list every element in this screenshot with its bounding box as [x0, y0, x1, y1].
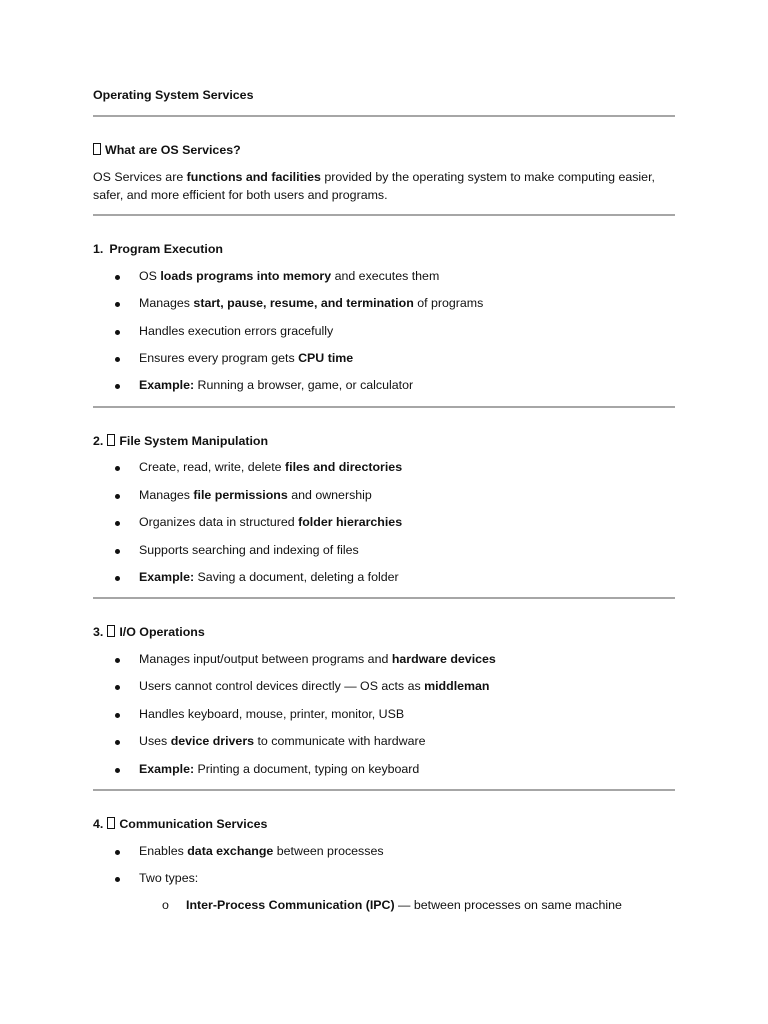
- text-run: Users cannot control devices directly — OS acts as: [139, 679, 425, 693]
- text-run-bold: loads programs into memory: [160, 269, 332, 283]
- missing-glyph-icon: [93, 143, 101, 155]
- text-run-bold: folder hierarchies: [298, 515, 403, 529]
- section-heading-communication: [93, 817, 267, 831]
- text-run: Ensures every program gets: [139, 351, 299, 365]
- sub-bullet-marker: o: [162, 898, 169, 912]
- list-item: [93, 543, 675, 561]
- bullet-icon: [115, 521, 120, 526]
- missing-glyph-icon: [107, 625, 115, 637]
- list-item: [93, 351, 675, 369]
- section-number: 4.: [93, 817, 104, 831]
- intro-heading: [93, 143, 241, 157]
- bullet-icon: [115, 850, 120, 855]
- text-run-bold: Inter-Process Communication (IPC): [186, 898, 395, 912]
- text-run-bold: CPU time: [298, 351, 354, 365]
- section-heading-io-operations: [93, 625, 205, 639]
- text-run-bold: Example:: [139, 378, 195, 392]
- text-run: — between processes on same machine: [394, 898, 622, 912]
- text-run: Handles keyboard, mouse, printer, monitor, USB: [139, 707, 405, 721]
- list-item: [93, 296, 675, 314]
- missing-glyph-icon: [107, 434, 115, 446]
- section-heading-file-system: [93, 434, 268, 448]
- list-item: [93, 707, 675, 725]
- list-item: [93, 460, 675, 478]
- text-run: of programs: [413, 296, 484, 310]
- text-run-bold: start, pause, resume, and termination: [193, 296, 414, 310]
- text-run-bold: Example:: [139, 762, 195, 776]
- text-run-bold: files and directories: [285, 460, 403, 474]
- divider: [93, 214, 675, 216]
- bullet-icon: [115, 466, 120, 471]
- text-run: and ownership: [287, 488, 372, 502]
- bullet-icon: [115, 275, 120, 280]
- text-run: Printing a document, typing on keyboard: [194, 762, 420, 776]
- list-item: [93, 515, 675, 533]
- section-title: Communication Services: [119, 817, 268, 831]
- list-item: [93, 269, 675, 287]
- text-run: Manages: [139, 296, 194, 310]
- text-run: Saving a document, deleting a folder: [194, 570, 399, 584]
- section-number: 1.: [93, 242, 104, 256]
- text-run: Manages input/output between programs and: [139, 652, 392, 666]
- text-run: OS: [139, 269, 161, 283]
- text-run-bold: Example:: [139, 570, 195, 584]
- text-run: provided by the operating system to make computing easier, safer, and more efficient for both users and programs.: [93, 170, 655, 202]
- bullet-icon: [115, 384, 120, 389]
- text-run: Create, read, write, delete: [139, 460, 286, 474]
- list-item: [93, 679, 675, 697]
- list-item: [93, 871, 675, 889]
- section-title: I/O Operations: [119, 625, 205, 639]
- bullet-icon: [115, 576, 120, 581]
- divider: [93, 597, 675, 599]
- bullet-icon: [115, 330, 120, 335]
- text-run: Organizes data in structured: [139, 515, 299, 529]
- bullet-icon: [115, 357, 120, 362]
- bullet-icon: [115, 302, 120, 307]
- text-run: OS Services are: [93, 170, 187, 184]
- bullet-icon: [115, 494, 120, 499]
- text-run: Manages: [139, 488, 194, 502]
- text-run: Uses: [139, 734, 171, 748]
- bullet-icon: [115, 768, 120, 773]
- bullet-icon: [115, 658, 120, 663]
- divider: [93, 789, 675, 791]
- text-run: to communicate with hardware: [254, 734, 426, 748]
- section-number: 3.: [93, 625, 104, 639]
- section-title: File System Manipulation: [119, 434, 269, 448]
- text-run: between processes: [273, 844, 384, 858]
- document-title: Operating System Services: [93, 88, 254, 102]
- list-item: [93, 762, 675, 780]
- text-run-bold: functions and facilities: [186, 170, 321, 184]
- text-run: Supports searching and indexing of files: [139, 543, 359, 557]
- text-run: Enables: [139, 844, 188, 858]
- bullet-icon: [115, 740, 120, 745]
- list-item: [93, 378, 675, 396]
- missing-glyph-icon: [107, 817, 115, 829]
- text-run-bold: file permissions: [193, 488, 288, 502]
- intro-heading-text: What are OS Services?: [105, 143, 241, 157]
- text-run: Two types:: [139, 871, 199, 885]
- text-run: Handles execution errors gracefully: [139, 324, 334, 338]
- text-run-bold: data exchange: [187, 844, 274, 858]
- text-run: Running a browser, game, or calculator: [194, 378, 414, 392]
- list-item: [93, 844, 675, 862]
- divider: [93, 406, 675, 408]
- bullet-icon: [115, 549, 120, 554]
- section-heading-program-execution: [93, 242, 223, 256]
- section-title: Program Execution: [109, 242, 223, 256]
- list-item: [93, 734, 675, 752]
- text-run-bold: device drivers: [170, 734, 255, 748]
- text-run: and executes them: [331, 269, 440, 283]
- bullet-icon: [115, 877, 120, 882]
- intro-paragraph: [93, 168, 675, 204]
- sub-list-item: [93, 898, 675, 916]
- list-item: [93, 488, 675, 506]
- list-item: [93, 652, 675, 670]
- bullet-icon: [115, 713, 120, 718]
- divider: [93, 115, 675, 117]
- list-item: [93, 324, 675, 342]
- bullet-icon: [115, 685, 120, 690]
- section-number: 2.: [93, 434, 104, 448]
- text-run-bold: hardware devices: [391, 652, 496, 666]
- list-item: [93, 570, 675, 588]
- text-run-bold: middleman: [424, 679, 490, 693]
